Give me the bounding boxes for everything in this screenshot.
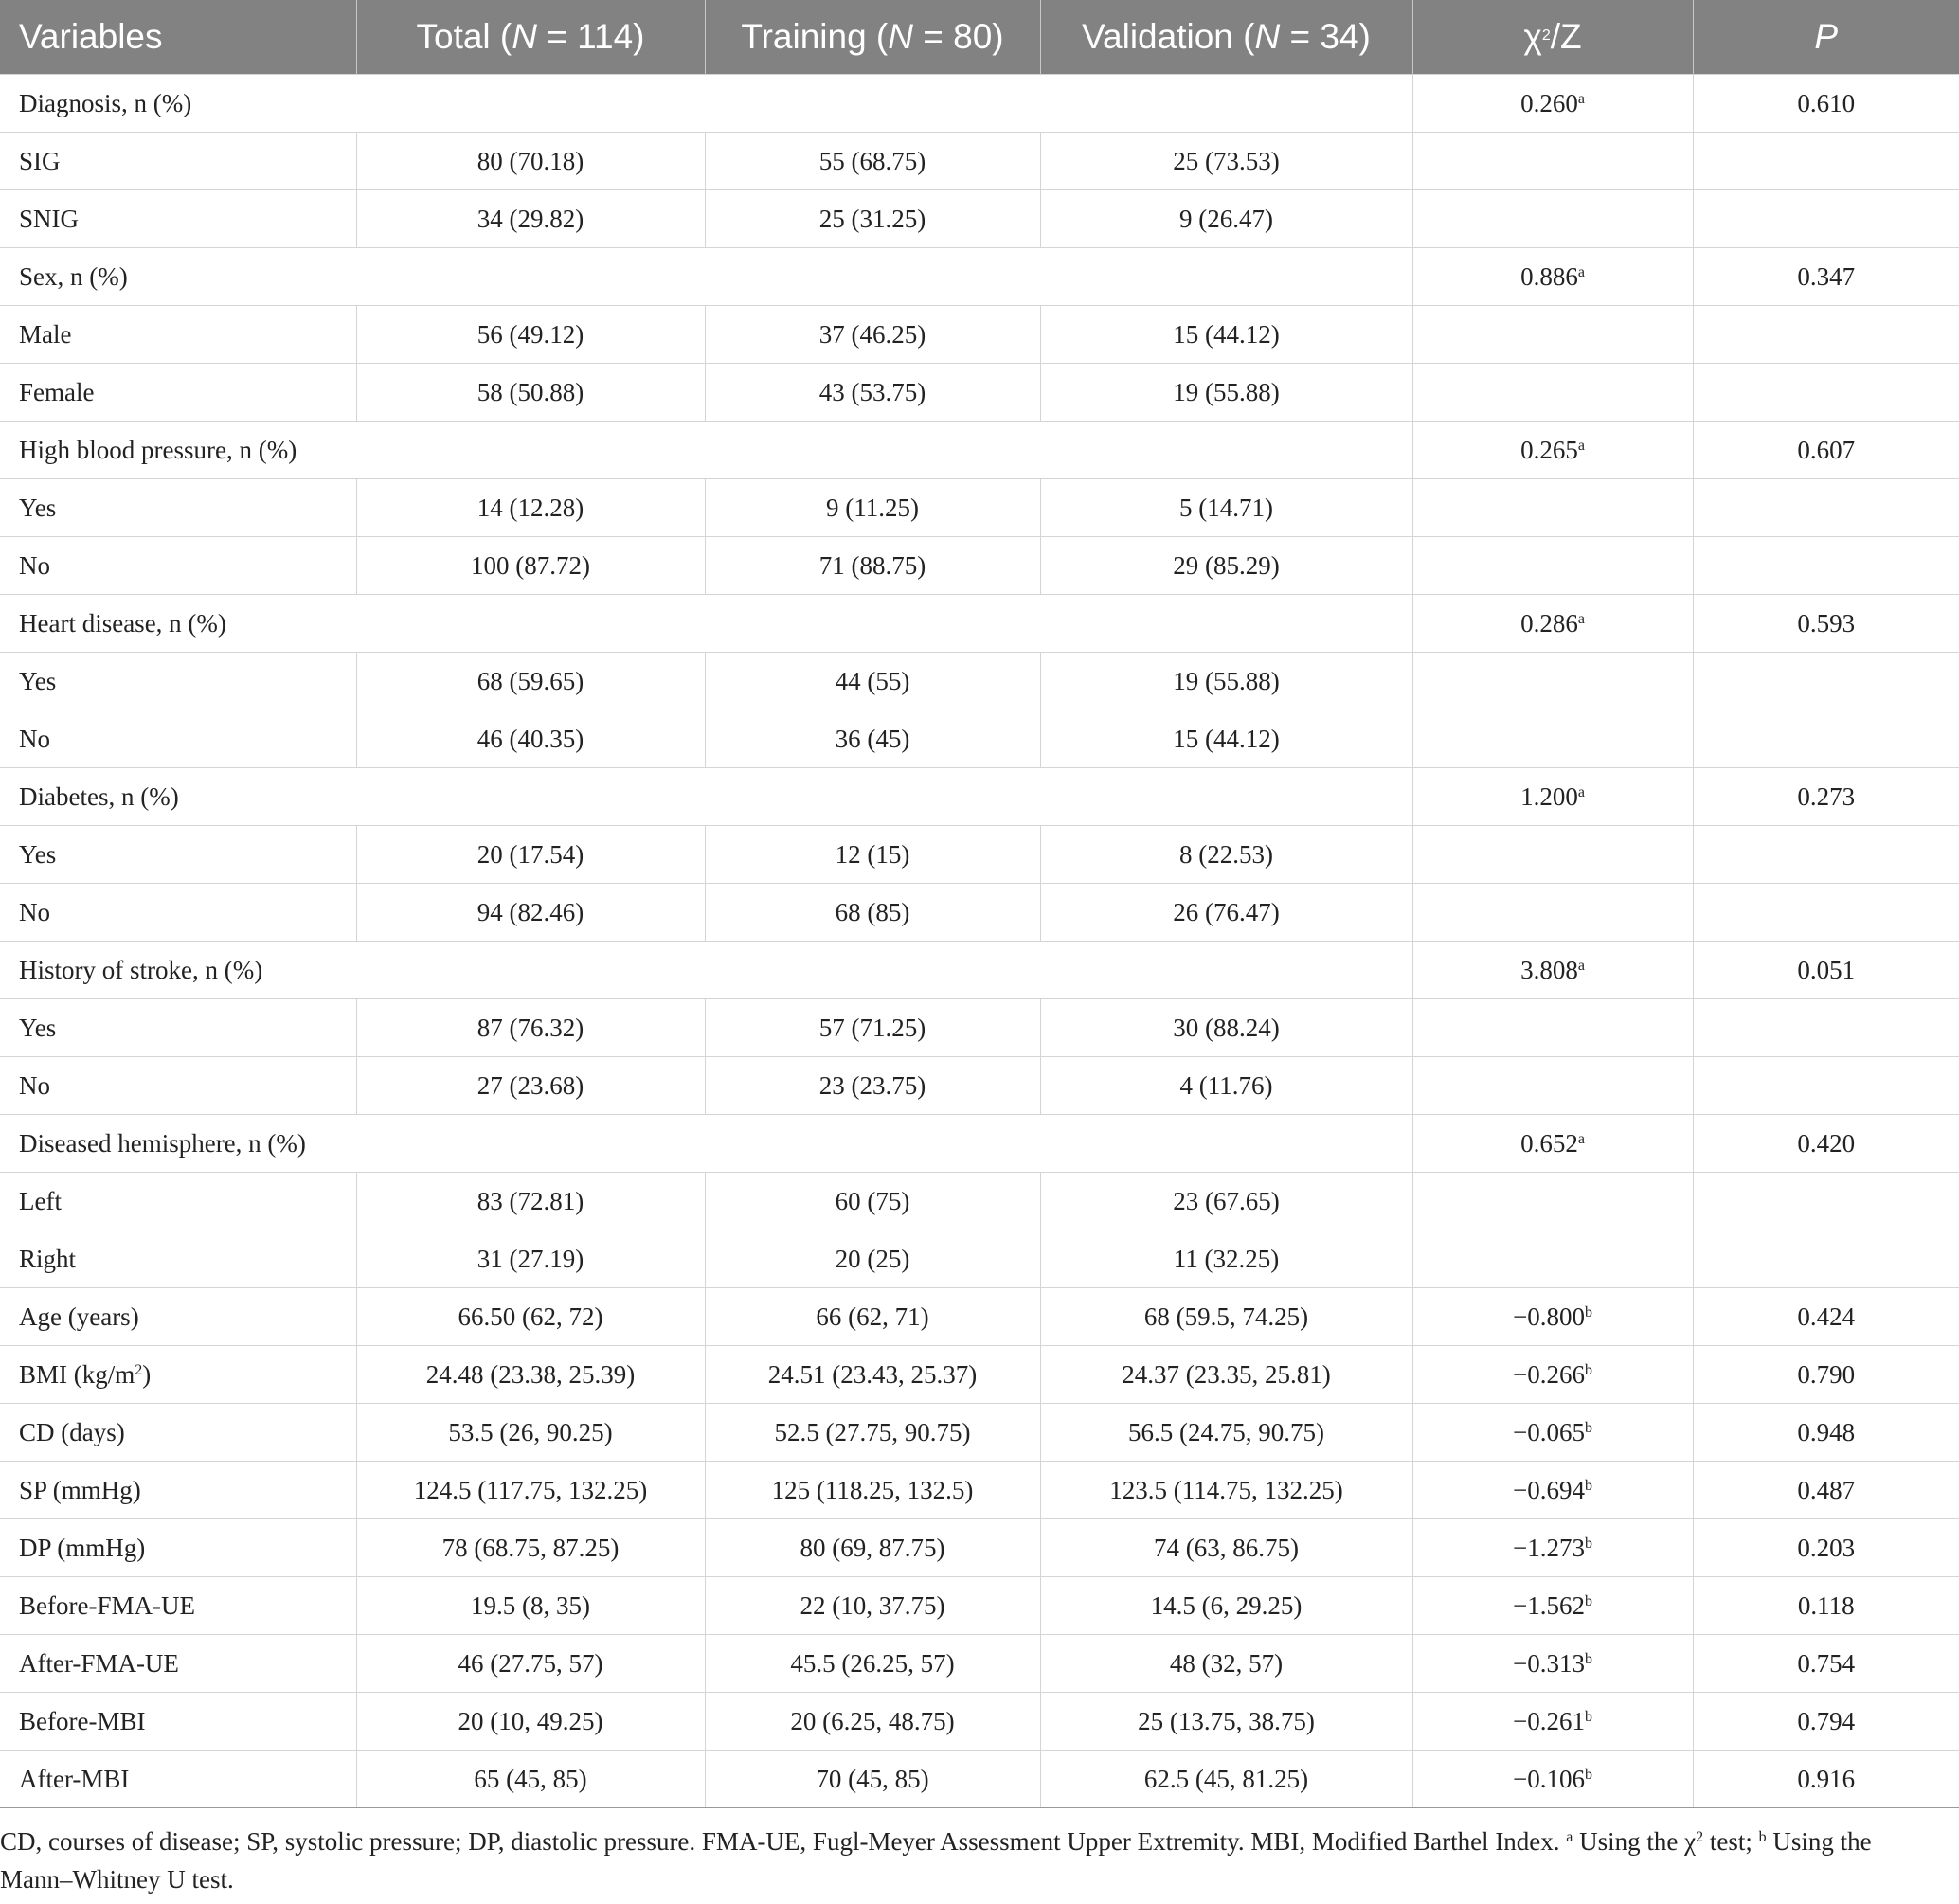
p-value-cell: 0.420	[1693, 1115, 1959, 1173]
p-value-cell: 0.790	[1693, 1346, 1959, 1404]
p-value-cell: 0.593	[1693, 595, 1959, 653]
row-label: Yes	[0, 653, 356, 710]
table-row	[0, 422, 1959, 479]
total-cell: 66.50 (62, 72)	[356, 1288, 705, 1346]
validation-cell: 24.37 (23.35, 25.81)	[1040, 1346, 1412, 1404]
validation-cell: 62.5 (45, 81.25)	[1040, 1751, 1412, 1808]
validation-cell: 8 (22.53)	[1040, 826, 1412, 884]
total-cell: 34 (29.82)	[356, 190, 705, 248]
p-value-cell: 0.118	[1693, 1577, 1959, 1635]
statistic-cell	[1412, 479, 1693, 537]
total-cell: 87 (76.32)	[356, 999, 705, 1057]
statistic-cell	[1412, 537, 1693, 595]
table-row	[0, 884, 1959, 942]
p-value-cell	[1693, 884, 1959, 942]
total-cell: 20 (17.54)	[356, 826, 705, 884]
table-row	[0, 595, 1959, 653]
p-value-cell	[1693, 1173, 1959, 1230]
total-cell: 46 (27.75, 57)	[356, 1635, 705, 1693]
total-cell: 27 (23.68)	[356, 1057, 705, 1115]
total-cell: 78 (68.75, 87.25)	[356, 1519, 705, 1577]
p-value-cell: 0.948	[1693, 1404, 1959, 1462]
statistic-cell: 1.200$^a$	[1412, 768, 1693, 826]
statistic-cell	[1412, 884, 1693, 942]
p-value-cell: 0.487	[1693, 1462, 1959, 1519]
table-body	[0, 75, 1959, 1808]
statistic-cell: −1.562$^b$	[1412, 1577, 1693, 1635]
total-cell: 68 (59.65)	[356, 653, 705, 710]
training-cell: 60 (75)	[705, 1173, 1040, 1230]
total-cell: 100 (87.72)	[356, 537, 705, 595]
training-cell: 55 (68.75)	[705, 133, 1040, 190]
row-label: SNIG	[0, 190, 356, 248]
row-label: After-FMA-UE	[0, 1635, 356, 1693]
statistic-cell	[1412, 1057, 1693, 1115]
validation-cell: 74 (63, 86.75)	[1040, 1519, 1412, 1577]
table-row	[0, 1519, 1959, 1577]
table-row	[0, 1115, 1959, 1173]
total-cell: 80 (70.18)	[356, 133, 705, 190]
statistic-cell: −0.106$^b$	[1412, 1751, 1693, 1808]
header-total: Total (N = 114)	[356, 0, 705, 75]
row-label: Before-FMA-UE	[0, 1577, 356, 1635]
table-footnote: CD, courses of disease; SP, systolic pressure; DP, diastolic pressure. FMA-UE, Fugl-Meyer Assessment Upper Extremity. MBI, Modified Barthel Index. $^a$ Using the $\chi^2$ test; $^b$ Using the Mann–Whitney U test.	[0, 1827, 1872, 1894]
training-cell: 125 (118.25, 132.5)	[705, 1462, 1040, 1519]
table-row	[0, 1288, 1959, 1346]
table-row	[0, 306, 1959, 364]
p-value-cell	[1693, 1057, 1959, 1115]
row-label: Male	[0, 306, 356, 364]
table-row	[0, 75, 1959, 133]
p-value-cell	[1693, 653, 1959, 710]
row-label: DP (mmHg)	[0, 1519, 356, 1577]
p-value-cell	[1693, 1230, 1959, 1288]
statistic-cell	[1412, 710, 1693, 768]
training-cell: 44 (55)	[705, 653, 1040, 710]
statistic-cell	[1412, 1230, 1693, 1288]
statistic-cell: 0.886$^a$	[1412, 248, 1693, 306]
statistic-cell: 0.652$^a$	[1412, 1115, 1693, 1173]
training-cell: 22 (10, 37.75)	[705, 1577, 1040, 1635]
training-cell: 80 (69, 87.75)	[705, 1519, 1040, 1577]
statistic-cell: 0.265$^a$	[1412, 422, 1693, 479]
row-label: Heart disease, n (%)	[0, 595, 1412, 653]
p-value-cell: 0.347	[1693, 248, 1959, 306]
total-cell: 83 (72.81)	[356, 1173, 705, 1230]
validation-cell: 15 (44.12)	[1040, 710, 1412, 768]
training-cell: 70 (45, 85)	[705, 1751, 1040, 1808]
row-label: Before-MBI	[0, 1693, 356, 1751]
row-label: Female	[0, 364, 356, 422]
table-row	[0, 1346, 1959, 1404]
validation-cell: 15 (44.12)	[1040, 306, 1412, 364]
validation-cell: 19 (55.88)	[1040, 364, 1412, 422]
validation-cell: 56.5 (24.75, 90.75)	[1040, 1404, 1412, 1462]
table-row	[0, 942, 1959, 999]
p-value-cell	[1693, 190, 1959, 248]
validation-cell: 9 (26.47)	[1040, 190, 1412, 248]
row-label: Left	[0, 1173, 356, 1230]
statistic-cell	[1412, 133, 1693, 190]
header-variables: Variables	[0, 0, 356, 75]
training-cell: 66 (62, 71)	[705, 1288, 1040, 1346]
total-cell: 65 (45, 85)	[356, 1751, 705, 1808]
p-value-cell: 0.610	[1693, 75, 1959, 133]
training-cell: 23 (23.75)	[705, 1057, 1040, 1115]
p-value-cell: 0.424	[1693, 1288, 1959, 1346]
training-cell: 20 (25)	[705, 1230, 1040, 1288]
row-label: History of stroke, n (%)	[0, 942, 1412, 999]
training-cell: 12 (15)	[705, 826, 1040, 884]
table-row	[0, 1230, 1959, 1288]
header-validation: Validation (N = 34)	[1040, 0, 1412, 75]
statistic-cell: −0.800$^b$	[1412, 1288, 1693, 1346]
table-row	[0, 133, 1959, 190]
training-cell: 24.51 (23.43, 25.37)	[705, 1346, 1040, 1404]
table-row	[0, 1057, 1959, 1115]
p-value-cell	[1693, 826, 1959, 884]
statistic-cell: 3.808$^a$	[1412, 942, 1693, 999]
p-value-cell	[1693, 306, 1959, 364]
validation-cell: 25 (13.75, 38.75)	[1040, 1693, 1412, 1751]
table-row	[0, 710, 1959, 768]
p-value-cell	[1693, 479, 1959, 537]
row-label: BMI $(kg/m^2)$	[0, 1346, 356, 1404]
total-cell: 20 (10, 49.25)	[356, 1693, 705, 1751]
total-cell: 124.5 (117.75, 132.25)	[356, 1462, 705, 1519]
statistic-cell: −0.266$^b$	[1412, 1346, 1693, 1404]
table-row	[0, 1173, 1959, 1230]
p-value-cell	[1693, 537, 1959, 595]
p-value-cell: 0.607	[1693, 422, 1959, 479]
header-training: Training (N = 80)	[705, 0, 1040, 75]
total-cell: 94 (82.46)	[356, 884, 705, 942]
statistic-cell	[1412, 190, 1693, 248]
training-cell: 37 (46.25)	[705, 306, 1040, 364]
row-label: Diseased hemisphere, n (%)	[0, 1115, 1412, 1173]
validation-cell: 48 (32, 57)	[1040, 1635, 1412, 1693]
validation-cell: 26 (76.47)	[1040, 884, 1412, 942]
row-label: No	[0, 710, 356, 768]
header-p-value: P	[1693, 0, 1959, 75]
table-row	[0, 537, 1959, 595]
table-row	[0, 1404, 1959, 1462]
row-label: Sex, n (%)	[0, 248, 1412, 306]
total-cell: 46 (40.35)	[356, 710, 705, 768]
table-row	[0, 1751, 1959, 1808]
statistic-cell	[1412, 306, 1693, 364]
total-cell: 53.5 (26, 90.25)	[356, 1404, 705, 1462]
total-cell: 31 (27.19)	[356, 1230, 705, 1288]
statistic-cell: −1.273$^b$	[1412, 1519, 1693, 1577]
validation-cell: 123.5 (114.75, 132.25)	[1040, 1462, 1412, 1519]
table-row	[0, 248, 1959, 306]
training-cell: 52.5 (27.75, 90.75)	[705, 1404, 1040, 1462]
row-label: High blood pressure, n (%)	[0, 422, 1412, 479]
p-value-cell: 0.916	[1693, 1751, 1959, 1808]
training-cell: 71 (88.75)	[705, 537, 1040, 595]
row-label: Right	[0, 1230, 356, 1288]
validation-cell: 11 (32.25)	[1040, 1230, 1412, 1288]
training-cell: 43 (53.75)	[705, 364, 1040, 422]
training-cell: 68 (85)	[705, 884, 1040, 942]
table-row	[0, 999, 1959, 1057]
p-value-cell	[1693, 999, 1959, 1057]
p-value-cell: 0.794	[1693, 1693, 1959, 1751]
training-cell: 36 (45)	[705, 710, 1040, 768]
validation-cell: 19 (55.88)	[1040, 653, 1412, 710]
total-cell: 24.48 (23.38, 25.39)	[356, 1346, 705, 1404]
validation-cell: 14.5 (6, 29.25)	[1040, 1577, 1412, 1635]
p-value-cell: 0.051	[1693, 942, 1959, 999]
p-value-cell: 0.203	[1693, 1519, 1959, 1577]
row-label: Diagnosis, n (%)	[0, 75, 1412, 133]
statistic-cell: −0.694$^b$	[1412, 1462, 1693, 1519]
row-label: Diabetes, n (%)	[0, 768, 1412, 826]
row-label: Yes	[0, 479, 356, 537]
table-row	[0, 1577, 1959, 1635]
table-row	[0, 190, 1959, 248]
training-cell: 25 (31.25)	[705, 190, 1040, 248]
row-label: Age (years)	[0, 1288, 356, 1346]
validation-cell: 23 (67.65)	[1040, 1173, 1412, 1230]
header-row	[0, 0, 1959, 75]
table-row	[0, 1635, 1959, 1693]
table-row	[0, 1462, 1959, 1519]
training-cell: 9 (11.25)	[705, 479, 1040, 537]
row-label: CD (days)	[0, 1404, 356, 1462]
statistic-cell: −0.065$^b$	[1412, 1404, 1693, 1462]
training-cell: 45.5 (26.25, 57)	[705, 1635, 1040, 1693]
validation-cell: 68 (59.5, 74.25)	[1040, 1288, 1412, 1346]
total-cell: 56 (49.12)	[356, 306, 705, 364]
table-row	[0, 1693, 1959, 1751]
p-value-cell: 0.754	[1693, 1635, 1959, 1693]
table-row	[0, 768, 1959, 826]
statistic-cell: 0.260$^a$	[1412, 75, 1693, 133]
statistic-cell	[1412, 1173, 1693, 1230]
row-label: No	[0, 1057, 356, 1115]
training-cell: 57 (71.25)	[705, 999, 1040, 1057]
header-statistic: $\chi^2/Z$	[1412, 0, 1693, 75]
table-row	[0, 364, 1959, 422]
statistic-cell: −0.313$^b$	[1412, 1635, 1693, 1693]
total-cell: 19.5 (8, 35)	[356, 1577, 705, 1635]
statistic-cell	[1412, 826, 1693, 884]
statistic-cell	[1412, 653, 1693, 710]
validation-cell: 25 (73.53)	[1040, 133, 1412, 190]
p-value-cell	[1693, 364, 1959, 422]
statistic-cell	[1412, 364, 1693, 422]
row-label: After-MBI	[0, 1751, 356, 1808]
table-row	[0, 653, 1959, 710]
p-value-cell	[1693, 133, 1959, 190]
total-cell: 58 (50.88)	[356, 364, 705, 422]
table-row	[0, 479, 1959, 537]
total-cell: 14 (12.28)	[356, 479, 705, 537]
statistic-cell: −0.261$^b$	[1412, 1693, 1693, 1751]
statistic-cell: 0.286$^a$	[1412, 595, 1693, 653]
row-label: Yes	[0, 826, 356, 884]
table-row	[0, 826, 1959, 884]
p-value-cell: 0.273	[1693, 768, 1959, 826]
row-label: SP (mmHg)	[0, 1462, 356, 1519]
row-label: SIG	[0, 133, 356, 190]
row-label: No	[0, 537, 356, 595]
validation-cell: 29 (85.29)	[1040, 537, 1412, 595]
validation-cell: 30 (88.24)	[1040, 999, 1412, 1057]
p-value-cell	[1693, 710, 1959, 768]
statistic-cell	[1412, 999, 1693, 1057]
validation-cell: 4 (11.76)	[1040, 1057, 1412, 1115]
row-label: No	[0, 884, 356, 942]
row-label: Yes	[0, 999, 356, 1057]
training-cell: 20 (6.25, 48.75)	[705, 1693, 1040, 1751]
validation-cell: 5 (14.71)	[1040, 479, 1412, 537]
